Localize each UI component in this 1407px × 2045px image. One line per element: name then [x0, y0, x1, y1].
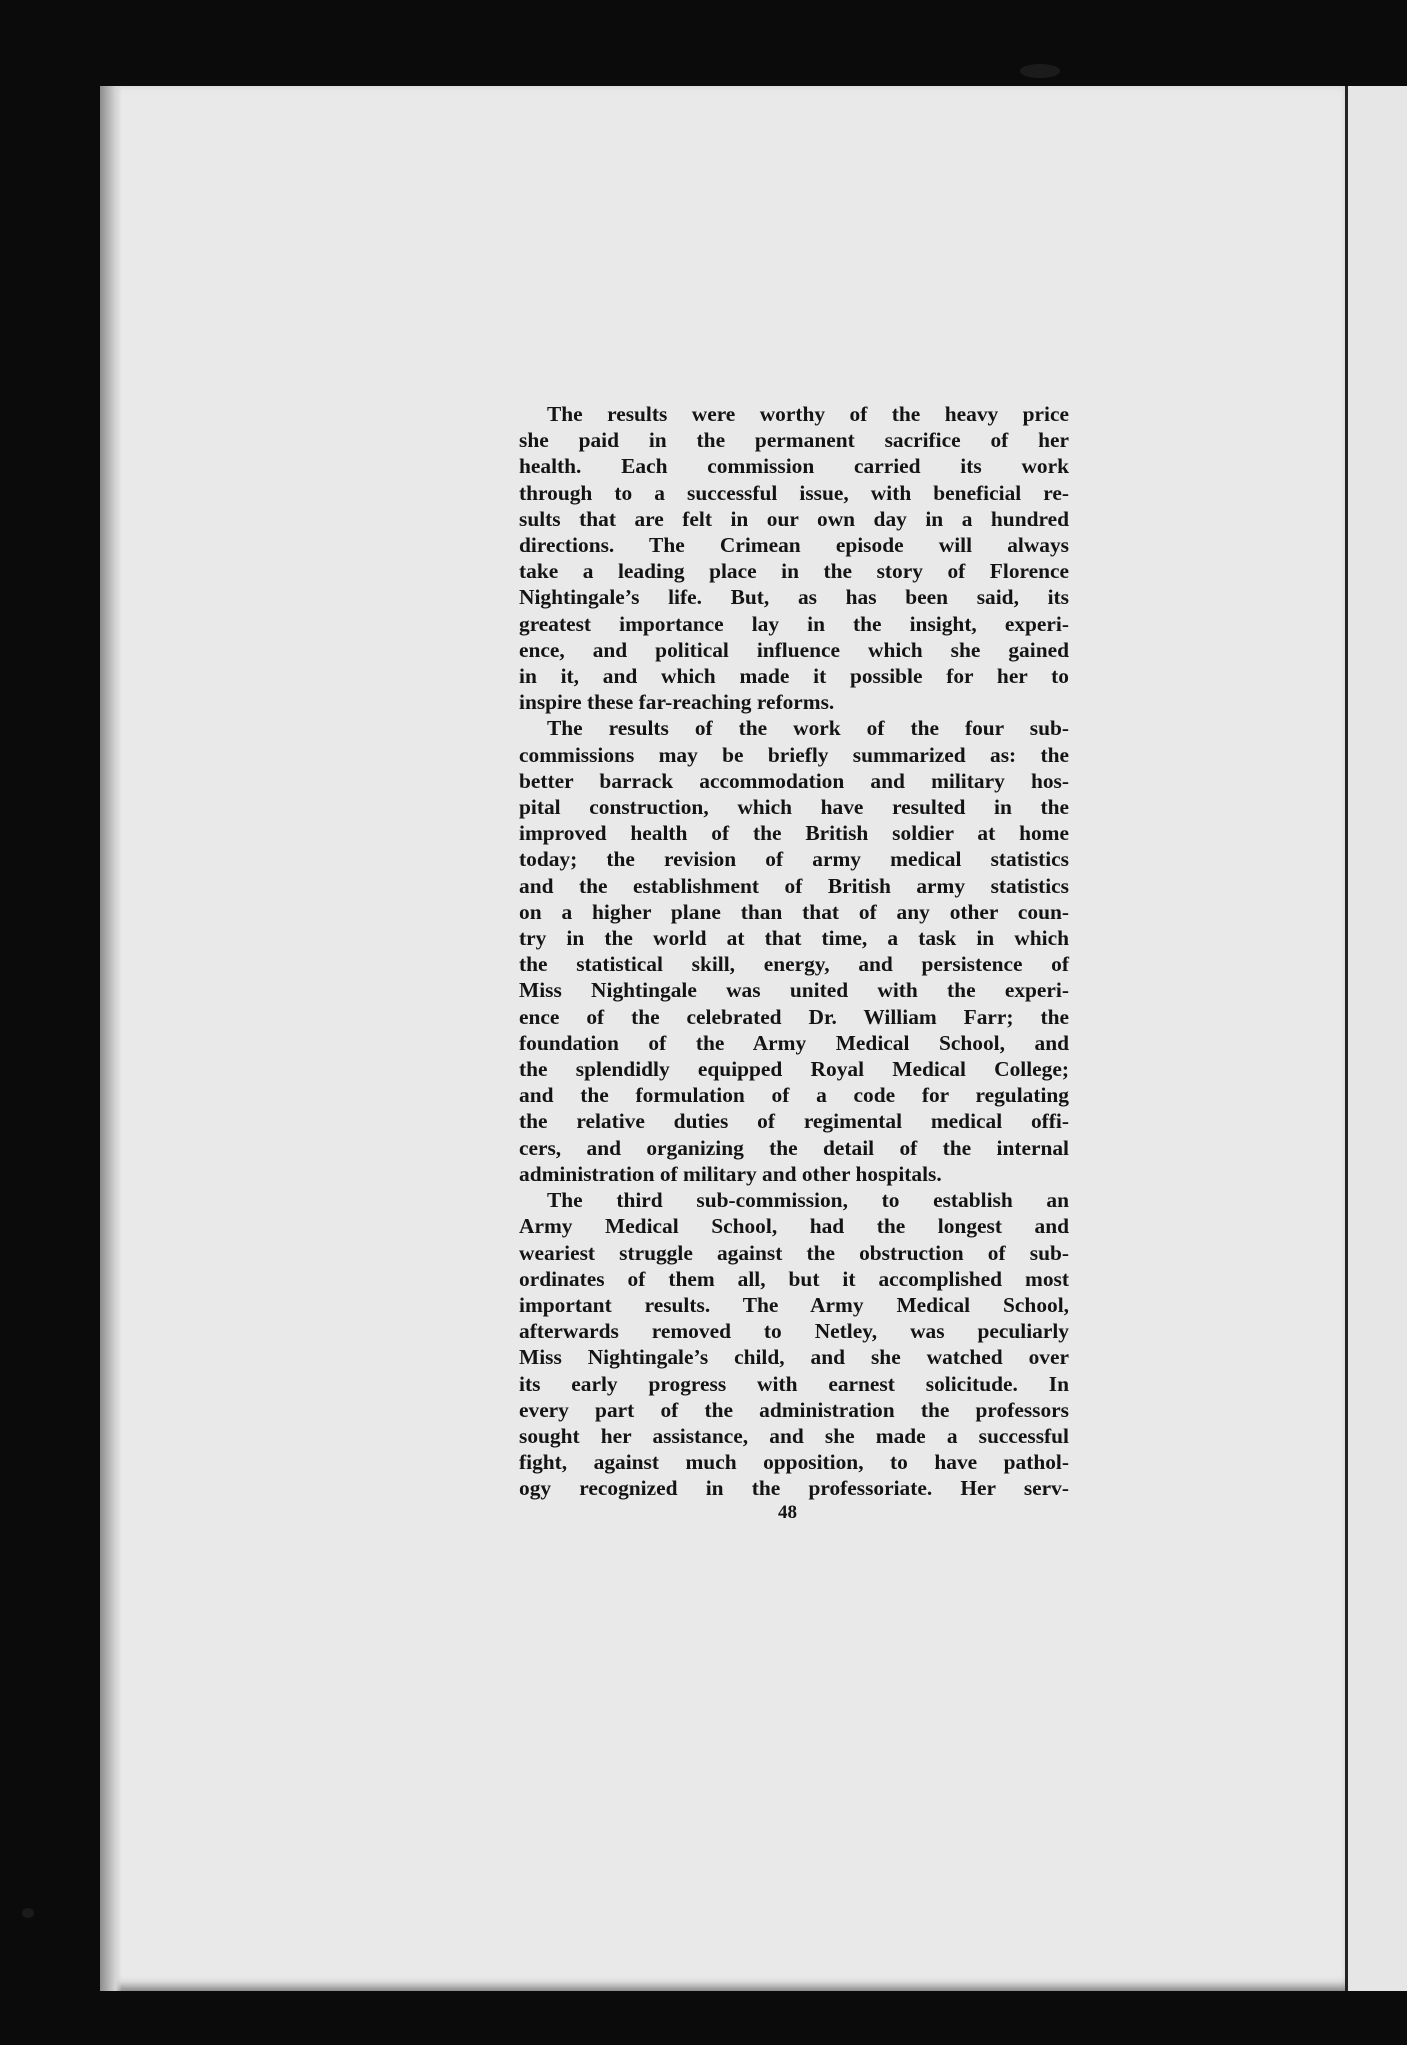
binding-shadow [100, 86, 122, 1991]
text-line: ence of the celebrated Dr. William Farr; the [519, 1004, 1069, 1029]
text-line: The results were worthy of the heavy price [547, 402, 1069, 426]
text-line: the relative duties of regimental medical offi- [519, 1109, 1069, 1134]
paragraph-2 [519, 715, 1069, 1187]
text-line: on a higher plane than that of any other coun- [519, 899, 1069, 924]
text-line: better barrack accommodation and military hos- [519, 768, 1069, 793]
text-line: try in the world at that time, a task in which [519, 926, 1069, 951]
text-line: inspire these far-reaching reforms. [519, 690, 835, 715]
text-line: in it, and which made it possible for her to [519, 664, 1069, 689]
text-line: afterwards removed to Netley, was peculiarly [519, 1319, 1069, 1344]
page-number [0, 1502, 1407, 1524]
text-line: ence, and political influence which she gained [519, 637, 1069, 662]
paragraph-1 [519, 401, 1069, 715]
text-line: Nightingale’s life. But, as has been said, its [519, 585, 1069, 610]
text-line: sults that are felt in our own day in a hundred [519, 506, 1069, 531]
text-line: every part of the administration the professors [519, 1397, 1069, 1422]
text-line: foundation of the Army Medical School, and [519, 1030, 1069, 1055]
text-line: commissions may be briefly summarized as: the [519, 742, 1069, 767]
text-line: weariest struggle against the obstruction of sub- [519, 1240, 1069, 1265]
body-text [519, 401, 1069, 1502]
text-line: important results. The Army Medical School, [519, 1292, 1069, 1317]
text-line: greatest importance lay in the insight, experi- [519, 611, 1069, 636]
text-line: directions. The Crimean episode will always [519, 533, 1069, 558]
page-number-text: 48 [778, 1502, 797, 1523]
text-line: the splendidly equipped Royal Medical College; [519, 1057, 1069, 1082]
text-line: ordinates of them all, but it accomplished most [519, 1266, 1069, 1291]
paragraph-3 [519, 1187, 1069, 1501]
text-line: improved health of the British soldier at home [519, 821, 1069, 846]
text-line: The results of the work of the four sub- [547, 716, 1069, 741]
text-line: and the formulation of a code for regulating [519, 1083, 1069, 1108]
text-line: and the establishment of British army statistics [519, 873, 1069, 898]
text-line: health. Each commission carried its work [519, 454, 1069, 479]
text-line: cers, and organizing the detail of the internal [519, 1135, 1069, 1160]
adjacent-page-edge [1345, 86, 1407, 1991]
text-line: ogy recognized in the professoriate. Her serv- [519, 1476, 1069, 1501]
text-line: take a leading place in the story of Florence [519, 559, 1069, 584]
text-line: Miss Nightingale’s child, and she watched over [519, 1345, 1069, 1370]
text-line: the statistical skill, energy, and persistence of [519, 952, 1069, 977]
text-line: sought her assistance, and she made a successful [519, 1423, 1069, 1448]
text-line: administration of military and other hospitals. [519, 1161, 942, 1186]
text-line: she paid in the permanent sacrifice of her [519, 428, 1069, 453]
text-line: fight, against much opposition, to have pathol- [519, 1450, 1069, 1475]
text-line: its early progress with earnest solicitude. In [519, 1371, 1069, 1396]
text-line: Miss Nightingale was united with the experi- [519, 978, 1069, 1003]
text-line: The third sub-commission, to establish an [547, 1188, 1069, 1213]
scan-smudge-left [22, 1908, 34, 1918]
text-line: Army Medical School, had the longest and [519, 1214, 1069, 1239]
text-line: today; the revision of army medical statistics [519, 847, 1069, 872]
text-line: pital construction, which have resulted in the [519, 795, 1069, 820]
text-line: through to a successful issue, with beneficial re- [519, 480, 1069, 505]
scan-smudge-top [1020, 64, 1060, 78]
